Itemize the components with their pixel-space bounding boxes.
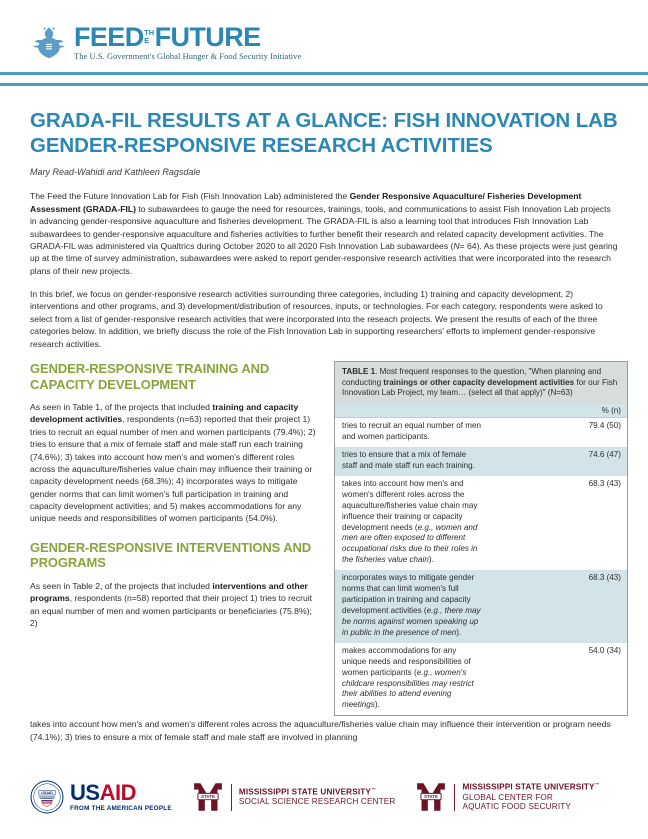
usaid-seal-icon [30,780,64,814]
table-1-caption-bold: trainings or other capacity development activities [383,377,575,387]
header-divider-rule [0,72,648,86]
msu-ssrc-text [239,787,396,807]
table-row [335,418,627,447]
training-para-a: As seen in Table 1, of the projects that included [30,402,213,413]
table-row-response [335,570,481,643]
section-heading-training: GENDER-RESPONSIVE TRAINING AND CAPACITY DEVELOPMENT [30,360,270,392]
response-text: tries to ensure that a mix of female staff and male staff run each training. [342,450,475,470]
table-1-blank-header [335,404,481,418]
left-column [30,361,318,641]
training-para-bold: training and capacity development activities [30,402,299,425]
table-row [335,447,627,476]
response-text: incorporates ways to mitigate gender norms that can limit women's full participation in training and capacity development activities ( [342,573,475,615]
response-example: e.g., women and men are often exposed to different occupational risks due to their roles in the fisheries value chain [342,522,478,565]
training-para-b: , respondents (n=63) reported that their project 1) tries to recruit an equal number of men and women participants (79.4%); 2) tries to ensure that a mix of female staff and male staff run each training (74.6%); 3) takes into account how men's and women's different roles across the aquaculture/fisheries value chain may influence their training or capacity development needs (68.3%); 4) incorporates ways to mitigate gender norms that can limit women's full participation in training and capacity development activities; and 5) makes accommodations for any unique needs and responsibilities of women participants (54.0%). [30,414,316,524]
msu-gcafs-tm: ™ [594,782,600,788]
table-1-caption-b: for our Fish Innovation Lab Project, my team… (select all that apply)" (N=63) [342,377,618,398]
response-example: e.g., there may be norms against women speaking up in public in the presence of men [342,605,481,637]
tail-paragraph-region [0,718,648,743]
table-1-col-header-percent: % (n) [481,404,627,418]
page-header [0,0,648,62]
table-1-label: TABLE 1 [342,366,376,376]
response-tail: ). [456,627,462,637]
table-1-header-row [335,404,627,418]
feed-the-future-tagline: The U.S. Government's Global Hunger & Food Security Initiative [74,52,302,62]
usaid-logo [30,780,172,814]
table-row [335,476,627,570]
interventions-paragraph [30,580,318,630]
table-1 [334,361,628,716]
table-1-head [335,404,627,418]
table-row-response [335,643,481,716]
msu-state-m-icon [192,782,224,812]
feed-the-future-wordmark [74,24,301,61]
table-1-caption-a: . Most frequent responses to the question, "When planning and conducting [342,366,602,387]
intro-p1-italic-n: N [453,240,460,251]
msu-gcafs-logo [415,782,599,812]
wordmark-future: FUTURE [154,22,261,53]
wordmark-the: TH E [144,28,155,45]
wordmark-feed: FEED [74,22,144,53]
msu-ssrc-tm: ™ [371,786,376,792]
table-row-response [335,447,481,476]
msu-state-m-icon-2 [415,782,447,812]
response-text: makes accommodations for any unique needs and responsibilities of women participants ( [342,645,471,677]
table-1-caption [335,362,627,404]
msu-gcafs-center-line-1: GLOBAL CENTER FOR [462,792,553,802]
table-row [335,570,627,643]
table-row-value: 68.3 (43) [588,478,621,488]
usaid-word-aid: AID [99,779,136,805]
page-title: GRADA-FIL RESULTS AT A GLANCE: FISH INNOVATION LAB GENDER-RESPONSIVE RESEARCH ACTIVITIES [30,109,618,158]
msu-ssrc-divider [231,784,232,811]
intro-paragraph-1 [30,190,618,277]
svg-text:STATE: STATE [424,794,439,800]
intro-p1-bold: Gender Responsive Aquaculture/ Fisheries Development Assessment (GRADA-FIL) [30,191,582,214]
intro-p1-part-a: The Feed the Future Innovation Lab for Fish (Fish Innovation Lab) administered the [30,191,350,202]
usaid-tagline: FROM THE AMERICAN PEOPLE [70,804,172,812]
table-row-value: 54.0 (34) [588,645,621,655]
response-example: e.g., women's childcare responsibilities may restrict their abilities to attend evening meetings [342,667,474,710]
section-heading-interventions: GENDER-RESPONSIVE INTERVENTIONS AND PROGRAMS [30,539,312,571]
training-paragraph [30,401,318,525]
table-row-value: 79.4 (50) [588,421,621,431]
usaid-wordmark [70,779,172,812]
table-row-value: 74.6 (47) [481,447,627,476]
document-body [0,86,648,350]
msu-gcafs-text [462,782,599,812]
response-tail: ). [374,700,380,710]
response-text: takes into account how men's and women's different roles across the aquaculture/fisheries value chain may influence their training or capacity development needs ( [342,478,478,532]
svg-text:USAID: USAID [41,790,53,795]
msu-gcafs-divider [454,784,455,811]
msu-gcafs-center-line-2: AQUATIC FOOD SECURITY [462,802,571,812]
msu-ssrc-logo [192,782,396,812]
response-tail: ). [428,555,434,565]
table-1-grid [335,404,627,715]
usa-eagle-seal-icon [30,24,68,62]
table-row-response [335,418,481,447]
authors-byline: Mary Read-Wahidi and Kathleen Ragsdale [30,167,201,178]
interventions-paragraph-continued: takes into account how men's and women's different roles across the aquaculture/fisheries value chain may influence their intervention or program needs (74.1%); 3) tries to ensure a mix of female staff and male staff are involved in planning [30,719,611,742]
intro-paragraph-2: In this brief, we focus on gender-responsive research activities surrounding three categories, including 1) training and capacity development, 2) interventions and other programs, and 3) development/distribution of resources, inputs, or technologies. For each category, respondents were asked to select from a list of gender-responsive research activities that were incorporated into the reseach projects. We present the results of each of the three categories below. In addition, we briefly discuss the role of the Fish Innovation Lab in supporting researchers' efforts to implement gender-responsive research activities. [30,289,603,349]
table-row-response [335,476,481,570]
response-text: tries to recruit an equal number of men and women participants. [342,421,482,442]
interventions-para-b: , respondents (n=58) reported that their project 1) tries to recruit an equal number of men and women participants or beneficiaries (75.8%); 2) [30,593,313,629]
interventions-para-a: As seen in Table 2, of the projects that included [30,581,213,592]
feed-the-future-logo [30,24,648,62]
usaid-word-us: US [70,779,100,805]
page-footer [0,755,648,839]
interventions-para-bold: interventions and other programs [30,581,308,604]
table-1-body [335,418,627,716]
msu-ssrc-center-line: SOCIAL SCIENCE RESEARCH CENTER [238,797,396,807]
two-column-region [0,361,648,716]
msu-ssrc-university-line: MISSISSIPPI STATE UNIVERSITY™ [238,786,376,797]
intro-p1-part-b: to subawardees to gauge the need for resources, trainings, tools, and communications to assist Fish Innovation Lab projects in advancing gender-responsive aquaculture and fisheries development. The GRADA-FIL is also a learning tool that introduces Fish Innovation Lab subawardees to gender-responsive aquaculture and fisheries activities to further benefit their research and related capacity development activities. The GRADA-FIL was administered via Qualtrics during October 2020 to all 2020 Fish Innovation Lab subawardees ( [30,203,611,251]
svg-text:STATE: STATE [200,794,215,800]
msu-gcafs-university-line: MISSISSIPPI STATE UNIVERSITY™ [462,782,600,792]
table-row-value: 68.3 (43) [481,570,627,643]
table-row [335,643,627,716]
intro-p1-part-c: = 64). As these projects were just gearing up at the time of survey administration, subawardees were asked to report gender-responsive research activities that were incorporated into the research plans of their new projects. [30,240,618,276]
right-column [334,361,628,716]
